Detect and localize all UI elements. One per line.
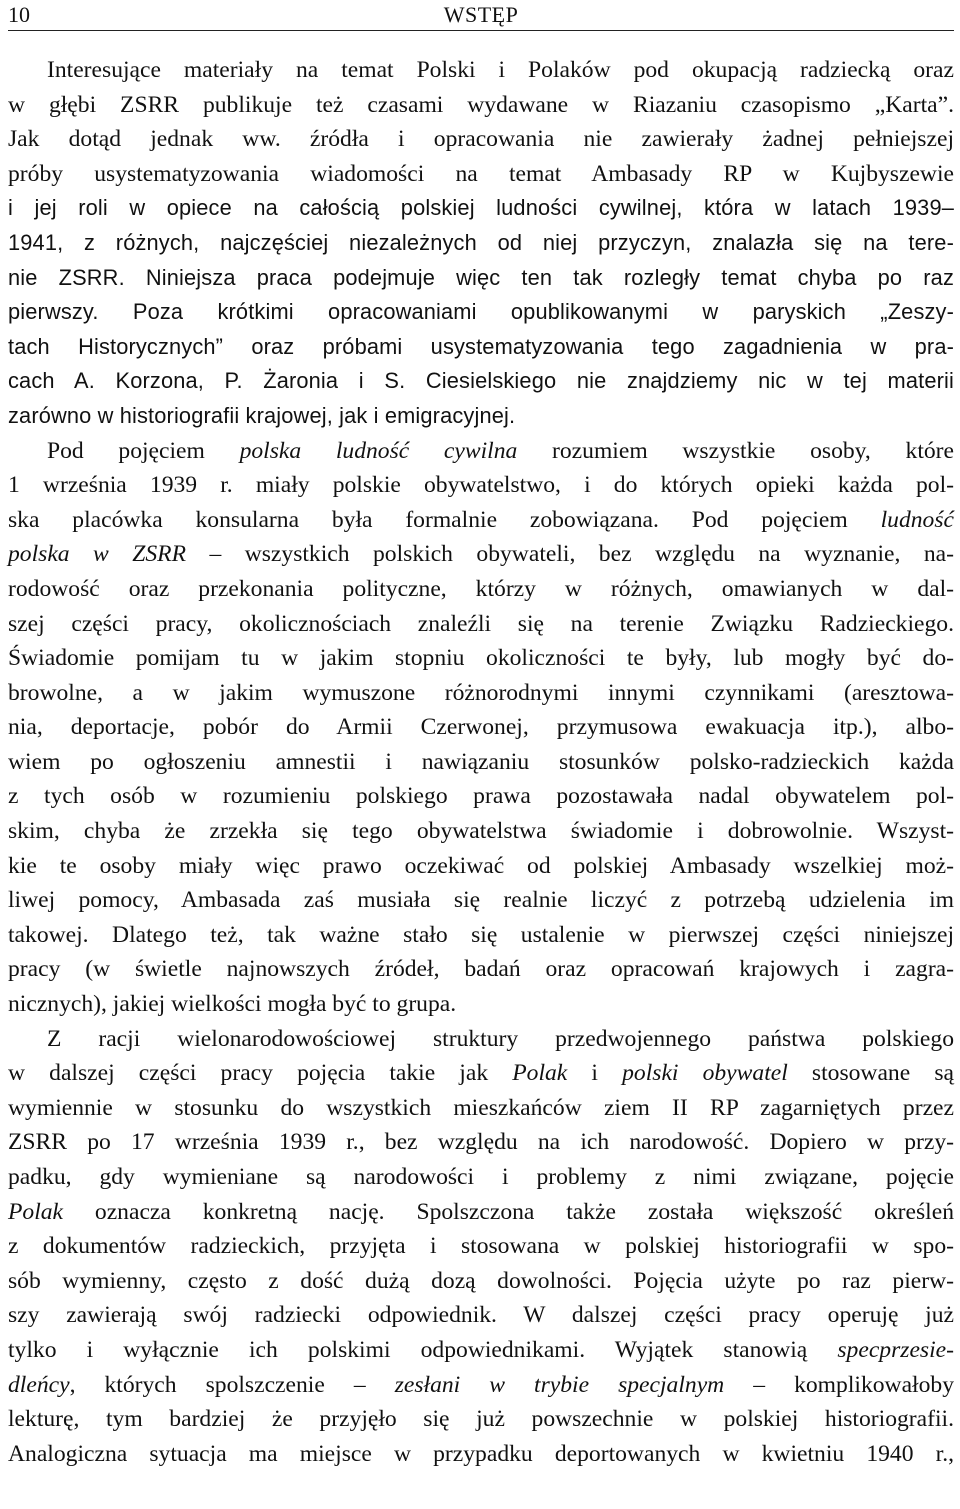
text-line: cach A. Korzona, P. Żaronia i S. Ciesielskiego nie znajdziemy nic w tej materii <box>8 368 954 394</box>
italic-term: specprzesie- <box>837 1336 954 1363</box>
text-line: liwej pomocy, Ambasada zaś musiała się realnie liczyć z potrzebą udzielenia im <box>8 887 954 914</box>
text-line: Jak dotąd jednak ww. źródła i opracowania nie zawierały żadnej pełniejszej <box>8 126 954 153</box>
italic-term: dleńcy <box>8 1371 70 1398</box>
text-line: próby usystematyzowania wiadomości na temat Ambasady RP w Kujbyszewie <box>8 160 954 187</box>
text-line: takowej. Dlatego też, tak ważne stało się ustalenie w pierwszej części niniejszej <box>8 921 954 948</box>
italic-term: polski obywatel <box>622 1060 788 1087</box>
text-line: lekturę, tym bardziej że przyjęło się już powszechnie w polskiej historiografii. <box>8 1406 954 1433</box>
text-line: ZSRR po 17 września 1939 r., bez względu na ich narodowość. Dopiero w przy- <box>8 1129 954 1156</box>
text-line: sób wymienny, często z dość dużą dozą dowolności. Pojęcia użyte po raz pierw- <box>8 1267 954 1294</box>
text-line: z dokumentów radzieckich, przyjęta i stosowana w polskiej historiografii w spo- <box>8 1233 954 1260</box>
text-line: pierwszy. Poza krótkimi opracowaniami opublikowanymi w paryskich „Zeszy- <box>8 299 954 325</box>
text-line: Analogiczna sytuacja ma miejsce w przypadku deportowanych w kwietniu 1940 r., <box>8 1440 954 1467</box>
text-line: ska placówka konsularna była formalnie zobowiązana. Pod pojęciem ludność <box>8 506 954 533</box>
text-line: szy zawierają swój radziecki odpowiednik. W dalszej części pracy operuję już <box>8 1302 954 1329</box>
italic-term: ludność <box>880 506 954 533</box>
text-line: tylko i wyłącznie ich polskimi odpowiednikami. Wyjątek stanowią specprzesie- <box>8 1336 954 1363</box>
text-line: nicznych), jakiej wielkości mogła być to grupa. <box>8 991 457 1018</box>
text-line: Z racji wielonarodowościowej struktury przedwojennego państwa polskiego <box>47 1025 954 1052</box>
text-line: szej części pracy, okolicznościach znaleźli się na terenie Związku Radzieckiego. <box>8 610 954 637</box>
text-line: nie ZSRR. Niniejsza praca podejmuje więc ten tak rozległy temat chyba po raz <box>8 264 954 290</box>
text-line: dleńcy, których spolszczenie – zesłani w trybie specjalnym – komplikowałoby <box>8 1371 954 1398</box>
running-head <box>8 0 954 31</box>
italic-term: polska w ZSRR <box>8 541 186 568</box>
text-line: 1941, z różnych, najczęściej niezależnych od niej przyczyn, znalazła się na tere- <box>8 229 954 255</box>
italic-term: Polak <box>8 1198 64 1225</box>
italic-term: zesłani w trybie specjalnym <box>394 1371 725 1398</box>
italic-term: polska ludność cywilna <box>239 437 518 464</box>
italic-term: Polak <box>512 1060 568 1087</box>
text-line: rodowość oraz przekonania polityczne, którzy w różnych, omawianych w dal- <box>8 575 954 602</box>
text-line: skim, chyba że zrzekła się tego obywatelstwa świadomie i dobrowolnie. Wszyst- <box>8 818 954 845</box>
text-line: wymiennie w stosunku do wszystkich mieszkańców ziem II RP zagarniętych przez <box>8 1094 954 1121</box>
text-line: wiem po ogłoszeniu amnestii i nawiązaniu stosunków polsko-radzieckich każda <box>8 748 954 775</box>
text-line: kie te osoby miały więc prawo oczekiwać od polskiej Ambasady wszelkiej moż- <box>8 852 954 879</box>
document-page <box>8 0 954 1509</box>
text-line: w dalszej części pracy pojęcia takie jak Polak i polski obywatel stosowane są <box>8 1060 954 1087</box>
text-line: pracy (w świetle najnowszych źródeł, badań oraz opracowań krajowych i zagra- <box>8 956 954 983</box>
text-line: z tych osób w rozumieniu polskiego prawa pozostawała nadal obywatelem pol- <box>8 783 954 810</box>
text-line: Pod pojęciem polska ludność cywilna rozumiem wszystkie osoby, które <box>47 437 954 464</box>
text-line: tach Historycznych” oraz próbami usystematyzowania tego zagadnienia w pra- <box>8 333 954 359</box>
text-line: Świadomie pomijam tu w jakim stopniu okoliczności te były, lub mogły być do- <box>8 645 954 672</box>
text-line: Interesujące materiały na temat Polski i Polaków pod okupacją radziecką oraz <box>47 57 954 83</box>
text-line: Polak oznacza konkretną nację. Spolszczona także została większość określeń <box>8 1198 954 1225</box>
text-line: nia, deportacje, pobór do Armii Czerwonej, przymusowa ewakuacja itp.), albo- <box>8 714 954 741</box>
text-line: padku, gdy wymieniane są narodowości i problemy z nimi związane, pojęcie <box>8 1164 954 1190</box>
text-line: 1 września 1939 r. miały polskie obywatelstwo, i do których opieki każda pol- <box>8 472 954 499</box>
text-line: zarówno w historiografii krajowej, jak i emigracyjnej. <box>8 402 516 428</box>
text-line: w głębi ZSRR publikuje też czasami wydawane w Riazaniu czasopismo „Karta”. <box>8 91 954 118</box>
text-line: browolne, a w jakim wymuszone różnorodnymi innymi czynnikami (aresztowa- <box>8 679 954 706</box>
page-number: 10 <box>8 2 30 27</box>
text-line: polska w ZSRR – wszystkich polskich obywateli, bez względu na wyznanie, na- <box>8 541 954 568</box>
text-line: i jej roli w opiece na całością polskiej ludności cywilnej, która w latach 1939– <box>8 195 954 221</box>
running-title: WSTĘP <box>443 2 519 27</box>
body-text <box>8 53 954 1471</box>
